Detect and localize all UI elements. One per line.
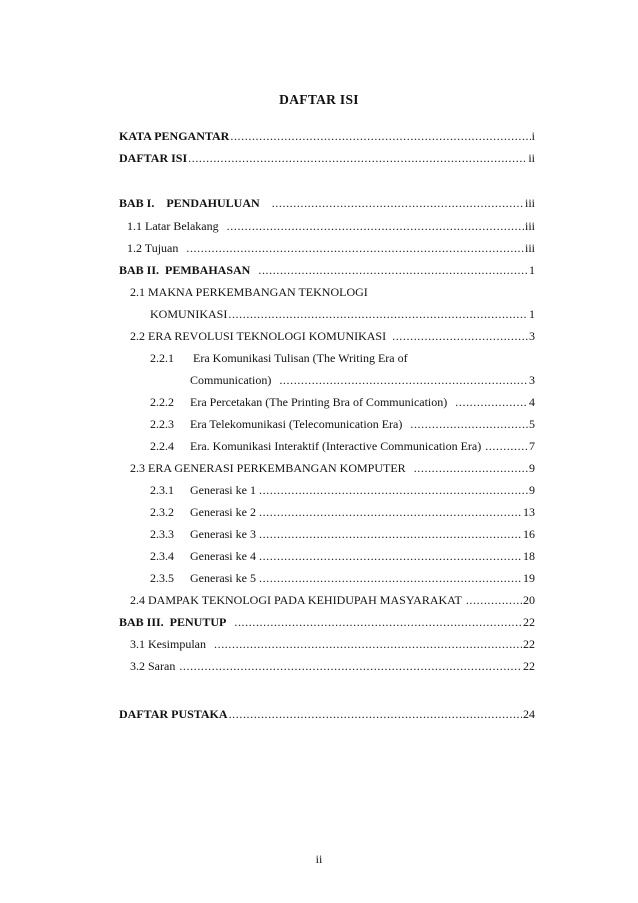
toc-leader-dots: [258, 262, 528, 278]
toc-leader-dots: [228, 306, 528, 322]
toc-entry-page: 22: [523, 637, 535, 651]
toc-entry-label: Era Percetakan (The Printing Bra of Communication): [190, 395, 448, 409]
toc-entry-page: iii: [524, 241, 535, 255]
toc-entry-page: i: [531, 129, 535, 143]
toc-entry-page: iii: [524, 196, 535, 210]
toc-entry-2-2[interactable]: [130, 328, 535, 344]
toc-entry-page: 9: [529, 461, 535, 475]
toc-entry-label: BAB II. PEMBAHASAN: [119, 263, 251, 277]
toc-leader-dots: [230, 128, 530, 144]
toc-entry-label: Generasi ke 4: [190, 549, 256, 563]
toc-leader-dots: [259, 526, 522, 542]
toc-entry-page: 18: [523, 549, 535, 563]
toc-entry-label: 1.1 Latar Belakang: [127, 219, 219, 233]
toc-leader-dots: [466, 592, 522, 608]
page-title: DAFTAR ISI: [279, 92, 359, 107]
toc-leader-dots: [259, 570, 522, 586]
toc-entry-number: 2.3.2: [150, 505, 174, 519]
toc-entry-number: 2.2.3: [150, 417, 174, 431]
toc-entry-label: DAFTAR PUSTAKA: [119, 707, 228, 721]
toc-entry-number: 2.3.3: [150, 527, 174, 541]
toc-entry-2-3[interactable]: [130, 460, 535, 476]
toc-entry-label: 3.1 Kesimpulan: [130, 637, 206, 651]
page-number-footer: ii: [315, 852, 323, 866]
toc-leader-dots: [229, 706, 522, 722]
toc-entry-label: Era Komunikasi Tulisan (The Writing Era of: [193, 351, 408, 365]
toc-leader-dots: [227, 218, 524, 234]
toc-entry-2-3-1[interactable]: [150, 482, 535, 498]
toc-entry-label: 2.3 ERA GENERASI PERKEMBANGAN KOMPUTER: [130, 461, 406, 475]
toc-leader-dots: [485, 438, 528, 454]
toc-leader-dots: [279, 372, 528, 388]
toc-leader-dots: [234, 614, 522, 630]
toc-entry-label: BAB I. PENDAHULUAN: [119, 196, 260, 210]
toc-entry-number: 2.3.4: [150, 549, 174, 563]
toc-leader-dots: [259, 548, 522, 564]
toc-entry-label: BAB III. PENUTUP: [119, 615, 227, 629]
toc-entry-page: 24: [523, 707, 535, 721]
toc-entry-page: 3: [529, 329, 535, 343]
toc-entry-bab-3[interactable]: [119, 614, 535, 630]
toc-entry-label: 1.2 Tujuan: [127, 241, 179, 255]
toc-entry-number: 2.3.1: [150, 483, 174, 497]
toc-entry-1-1[interactable]: [127, 218, 535, 234]
toc-entry-2-2-4[interactable]: [150, 438, 535, 454]
toc-entry-bab-2[interactable]: [119, 262, 535, 278]
toc-leader-dots: [410, 416, 528, 432]
toc-entry-page: 22: [523, 659, 535, 673]
toc-entry-label: 2.4 DAMPAK TEKNOLOGI PADA KEHIDUPAH MASYARAKAT: [130, 593, 462, 607]
toc-entry-label: Generasi ke 3: [190, 527, 256, 541]
toc-leader-dots: [259, 504, 522, 520]
toc-leader-dots: [186, 240, 524, 256]
toc-entry-label: Era Telekomunikasi (Telecomunication Era): [190, 417, 403, 431]
toc-entry-3-1[interactable]: [130, 636, 535, 652]
toc-leader-dots: [179, 658, 522, 674]
toc-leader-dots: [414, 460, 528, 476]
toc-entry-label: 2.2 ERA REVOLUSI TEKNOLOGI KOMUNIKASI: [130, 329, 387, 343]
toc-entry-label: Generasi ke 1: [190, 483, 256, 497]
toc-entry-2-1[interactable]: [150, 306, 535, 322]
toc-entry-label: KATA PENGANTAR: [119, 129, 230, 143]
toc-entry-2-3-2[interactable]: [150, 504, 535, 520]
toc-entry-2-2-1-line1[interactable]: [150, 350, 408, 366]
toc-entry-2-3-3[interactable]: [150, 526, 535, 542]
toc-entry-page: 13: [523, 505, 535, 519]
toc-entry-2-3-4[interactable]: [150, 548, 535, 564]
toc-entry-2-2-2[interactable]: [150, 394, 535, 410]
toc-entry-2-2-1[interactable]: [190, 372, 535, 388]
toc-entry-page: 20: [523, 593, 535, 607]
toc-entry-page: 16: [523, 527, 535, 541]
toc-entry-2-3-5[interactable]: [150, 570, 535, 586]
toc-entry-daftar-isi[interactable]: [119, 150, 535, 166]
toc-entry-page: 1: [529, 263, 535, 277]
toc-entry-2-4[interactable]: [130, 592, 535, 608]
toc-entry-page: 9: [529, 483, 535, 497]
toc-entry-label: DAFTAR ISI: [119, 151, 188, 165]
toc-entry-label: 3.2 Saran: [130, 659, 176, 673]
toc-leader-dots: [392, 328, 528, 344]
toc-entry-1-2[interactable]: [127, 240, 535, 256]
toc-entry-page: iii: [524, 219, 535, 233]
toc-entry-2-1-line1[interactable]: 2.1 MAKNA PERKEMBANGAN TEKNOLOGI: [130, 285, 368, 299]
toc-leader-dots: [259, 482, 528, 498]
toc-entry-number: 2.2.2: [150, 395, 174, 409]
toc-entry-page: 19: [523, 571, 535, 585]
toc-leader-dots: [455, 394, 528, 410]
toc-entry-3-2[interactable]: [130, 658, 535, 674]
toc-entry-page: ii: [528, 151, 535, 165]
toc-entry-page: 7: [529, 439, 535, 453]
toc-entry-bab-1[interactable]: [119, 195, 535, 211]
toc-entry-page: 3: [529, 373, 535, 387]
toc-entry-page: 1: [529, 307, 535, 321]
toc-entry-label: Generasi ke 2: [190, 505, 256, 519]
toc-leader-dots: [188, 150, 527, 166]
toc-entry-2-2-3[interactable]: [150, 416, 535, 432]
toc-entry-label: KOMUNIKASI: [150, 307, 228, 321]
toc-entry-daftar-pustaka[interactable]: [119, 706, 535, 722]
toc-entry-page: 4: [529, 395, 535, 409]
toc-entry-label: Generasi ke 5: [190, 571, 256, 585]
toc-entry-number: 2.2.1: [150, 351, 174, 365]
toc-entry-page: 22: [523, 615, 535, 629]
toc-entry-number: 2.3.5: [150, 571, 174, 585]
toc-entry-label: Communication): [190, 373, 272, 387]
toc-entry-kata-pengantar[interactable]: [119, 128, 535, 144]
toc-entry-page: 5: [529, 417, 535, 431]
toc-leader-dots: [272, 195, 524, 211]
toc-entry-number: 2.2.4: [150, 439, 174, 453]
toc-entry-label: Era. Komunikasi Interaktif (Interactive Communication Era): [190, 439, 482, 453]
toc-leader-dots: [214, 636, 522, 652]
